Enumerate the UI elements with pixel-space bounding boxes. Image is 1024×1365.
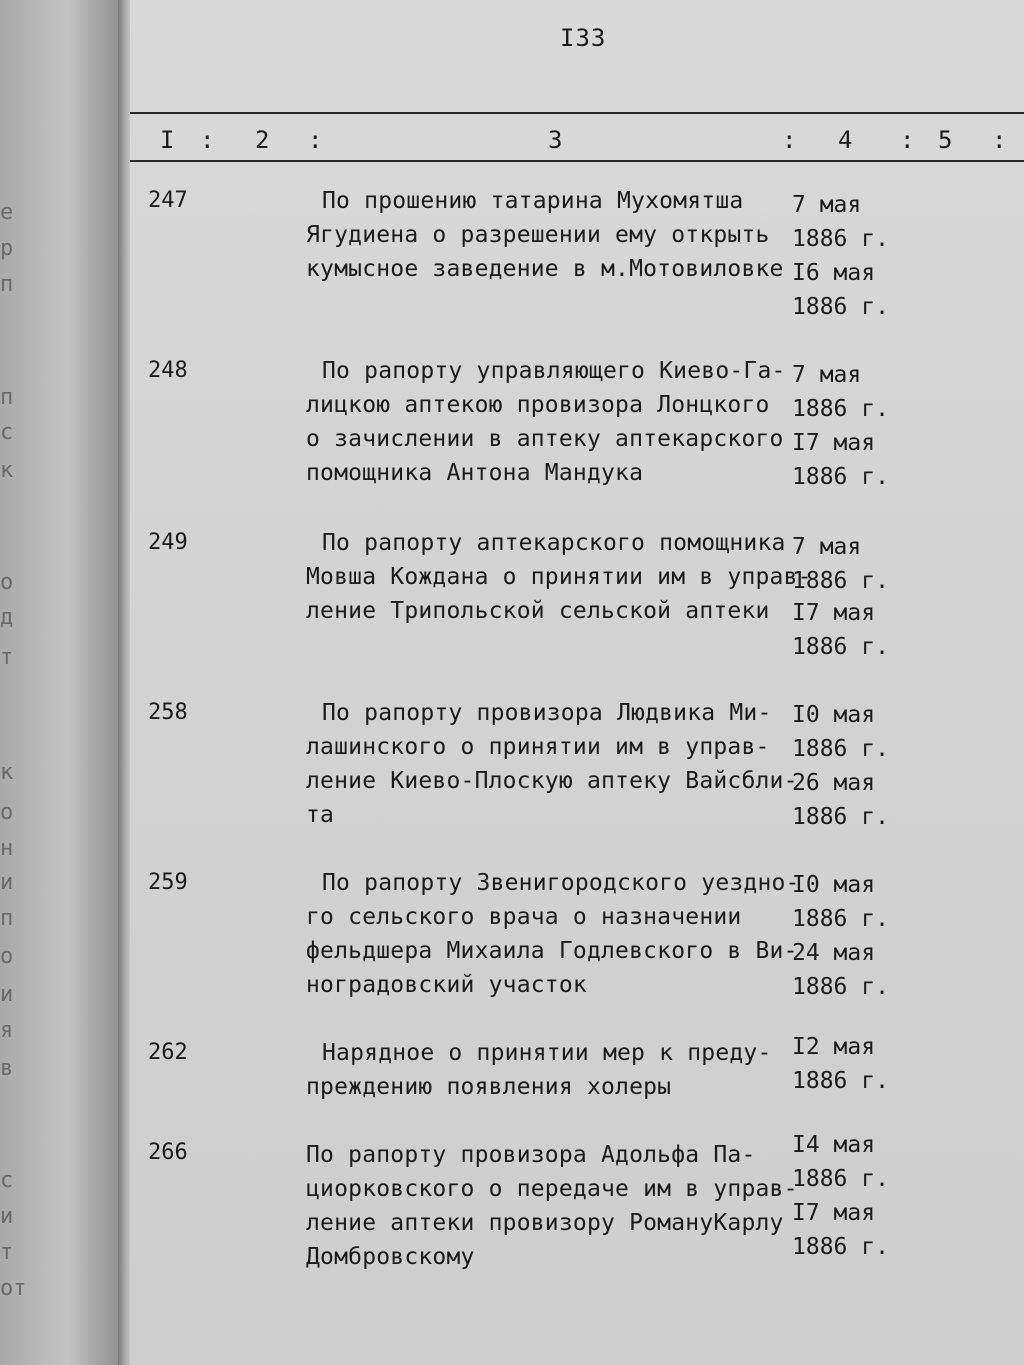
entry-text-line: преждению появления холеры (306, 1074, 672, 1100)
entry-text-line: лашинского о принятии им в управ- (306, 734, 770, 760)
header-bottom-rule (130, 160, 1024, 162)
page-edge-fragment: с (0, 1168, 14, 1193)
entry-date: I2 мая (792, 1034, 876, 1060)
page-edge-fragment: к (0, 458, 14, 483)
entry-date: I0 мая (792, 702, 876, 728)
page-edge-fragment: п (0, 906, 14, 931)
entry-date: 7 мая (792, 362, 862, 388)
entry-text-line: го сельского врача о назначении (306, 904, 742, 930)
page-edge-fragment: я (0, 1018, 14, 1043)
page-edge-fragment: р (0, 236, 14, 261)
entry-number: 247 (148, 188, 188, 213)
entry-text-line: По рапорту управляющего Киево-Га- (322, 358, 786, 384)
entry-date: 1886 г. (792, 804, 889, 830)
entry-text-line: По рапорту Звенигородского уездно- (322, 870, 800, 896)
adjacent-page-edge (0, 0, 122, 1365)
page-edge-fragment: о (0, 570, 14, 595)
entry-date: 1886 г. (792, 226, 889, 252)
column-separator: : (900, 126, 915, 154)
entry-date: I7 мая (792, 600, 876, 626)
entry-date: 1886 г. (792, 1068, 889, 1094)
entry-text-line: помощника Антона Мандука (306, 460, 644, 486)
column-5-header: 5 (938, 126, 953, 154)
entry-number: 259 (148, 870, 188, 895)
entry-date: I0 мая (792, 872, 876, 898)
entry-text-line: Ягудиена о разрешении ему открыть (306, 222, 770, 248)
column-2-header: 2 (255, 126, 270, 154)
entry-number: 248 (148, 358, 188, 383)
entry-date: 7 мая (792, 534, 862, 560)
column-1-header: I (160, 126, 175, 154)
entry-text-line: та (306, 802, 335, 828)
entry-date: 24 мая (792, 940, 876, 966)
entry-date: 1886 г. (792, 736, 889, 762)
entry-date: 1886 г. (792, 464, 889, 490)
column-separator: : (992, 126, 1007, 154)
entry-number: 266 (148, 1140, 188, 1165)
page-edge-fragment: т (0, 645, 14, 670)
entry-date: 1886 г. (792, 396, 889, 422)
page-edge-fragment: с (0, 420, 14, 445)
page-edge-fragment: и (0, 870, 14, 895)
entry-text-line: По прошению татарина Мухомятша (322, 188, 744, 214)
page-edge-fragment: к (0, 760, 14, 785)
page-edge-fragment: в (0, 1056, 14, 1081)
column-separator: : (308, 126, 323, 154)
column-separator: : (782, 126, 797, 154)
page-edge-fragment: е (0, 200, 14, 225)
column-separator: : (200, 126, 215, 154)
entry-date: 1886 г. (792, 568, 889, 594)
entry-number: 249 (148, 530, 188, 555)
entry-text-line: лицкою аптекою провизора Лонцкого (306, 392, 770, 418)
entry-number: 258 (148, 700, 188, 725)
entry-text-line: Домбровскому (306, 1244, 475, 1270)
entry-date: 1886 г. (792, 906, 889, 932)
page-edge-fragment: п (0, 385, 14, 410)
page-edge-fragment: п (0, 272, 14, 297)
page-edge-fragment: о (0, 800, 14, 825)
entry-text-line: циорковского о передаче им в управ- (306, 1176, 798, 1202)
page-edge-fragment: н (0, 836, 14, 861)
entry-date: I7 мая (792, 1200, 876, 1226)
entry-date: I7 мая (792, 430, 876, 456)
page-edge-fragment: т (0, 1240, 14, 1265)
entry-text-line: ление Трипольской сельской аптеки (306, 598, 770, 624)
entry-date: 1886 г. (792, 1166, 889, 1192)
entry-text-line: о зачислении в аптеку аптекарского (306, 426, 784, 452)
entry-number: 262 (148, 1040, 188, 1065)
entry-date: 1886 г. (792, 294, 889, 320)
page-number: I33 (560, 24, 607, 52)
entry-date: 26 мая (792, 770, 876, 796)
entry-text-line: ление аптеки провизору РоманyКарлу (306, 1210, 784, 1236)
document-page (130, 0, 1024, 1365)
entry-text-line: Нарядное о принятии мер к преду- (322, 1040, 772, 1066)
page-edge-fragment: о (0, 944, 14, 969)
entry-text-line: ноградовский участок (306, 972, 587, 998)
entry-text-line: ление Киево-Плоскую аптеку Вайсбли- (306, 768, 798, 794)
entry-text-line: По рапорту аптекарского помощника (322, 530, 786, 556)
entry-text-line: фельдшера Михаила Годлевского в Ви- (306, 938, 798, 964)
entry-text-line: Мовша Кождана о принятии им в управ- (306, 564, 812, 590)
page-edge-fragment: от (0, 1276, 27, 1301)
entry-text-line: По рапорту провизора Адольфа Па- (306, 1142, 756, 1168)
entry-date: 1886 г. (792, 634, 889, 660)
column-3-header: 3 (548, 126, 563, 154)
entry-date: I4 мая (792, 1132, 876, 1158)
page-edge-fragment: и (0, 1204, 14, 1229)
entry-text-line: По рапорту провизора Людвика Ми- (322, 700, 772, 726)
page-edge-fragment: д (0, 605, 14, 630)
page-edge-fragment: и (0, 982, 14, 1007)
entry-date: 1886 г. (792, 1234, 889, 1260)
entry-date: 1886 г. (792, 974, 889, 1000)
column-4-header: 4 (838, 126, 853, 154)
entry-text-line: кумысное заведение в м.Мотовиловке (306, 256, 784, 282)
entry-date: 7 мая (792, 192, 862, 218)
entry-date: I6 мая (792, 260, 876, 286)
header-top-rule (130, 112, 1024, 114)
